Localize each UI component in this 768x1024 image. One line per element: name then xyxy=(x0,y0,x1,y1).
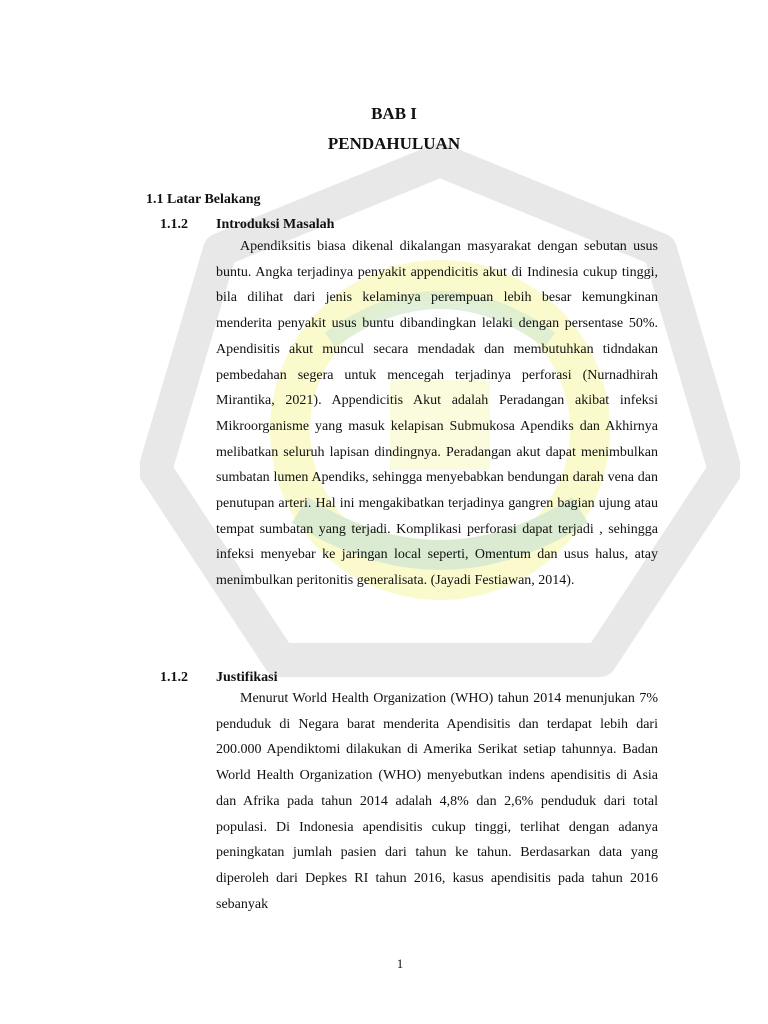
page-number: 1 xyxy=(396,956,404,971)
chapter-title: PENDAHULUAN xyxy=(327,134,461,153)
subsection-title: Justifikasi xyxy=(216,670,278,685)
chapter-number: BAB I xyxy=(371,104,417,123)
subsection-title: Introduksi Masalah xyxy=(216,217,335,232)
section-heading: 1.1 Latar Belakang xyxy=(146,192,261,207)
subsection-number: 1.1.2 xyxy=(160,670,188,685)
subsection-paragraph: Apendiksitis biasa dikenal dikalangan masyarakat dengan sebutan usus buntu. Angka terjadinya penyakit appendicitis akut di Indinesia cukup tinggi, bila dilihat dari jenis kelaminya perempuan lebih besar kemungkinan menderita penyakit usus buntu dibandingkan lelaki dengan persentase 50%. Apendisitis akut muncul secara mendadak dan membutuhkan tidndakan pembedahan segera untuk mencegah terjadinya perforasi (Nurnadhirah Mirantika, 2021). Appendicitis Akut adalah Peradangan akibat infeksi Mikroorganisme yang masuk kelapisan Submukosa Apendiks dan Akhirnya melibatkan seluruh lapisan dindingnya. Peradangan akut dapat menimbulkan sumbatan lumen Apendiks, sehingga menyebabkan bendungan darah vena dan penutupan arteri. Hal ini mengakibatkan terjadinya gangren bagian ujung atau tempat sumbatan yang terjadi. Komplikasi perforasi dapat terjadi , sehingga infeksi menyebar ke jaringan local seperti, Omentum dan usus halus, atay menimbulkan peritonitis generalisata. (Jayadi Festiawan, 2014). xyxy=(216,239,658,589)
subsection-paragraph: Menurut World Health Organization (WHO) tahun 2014 menunjukan 7% penduduk di Negara barat menderita Apendisitis dan terdapat lebih dari 200.000 Apendiktomi dilakukan di Amerika Serikat setiap tahunnya. Badan World Health Organization (WHO) menyebutkan indens apendisitis di Asia dan Afrika pada tahun 2014 adalah 4,8% dan 2,6% penduduk dari total populasi. Di Indonesia apendisitis cukup tinggi, terlihat dengan adanya peningkatan jumlah pasien dari tahun ke tahun. Berdasarkan data yang diperoleh dari Depkes RI tahun 2016, kasus apendisitis pada tahun 2016 sebanyak xyxy=(216,691,658,912)
subsection-number: 1.1.2 xyxy=(160,217,188,232)
